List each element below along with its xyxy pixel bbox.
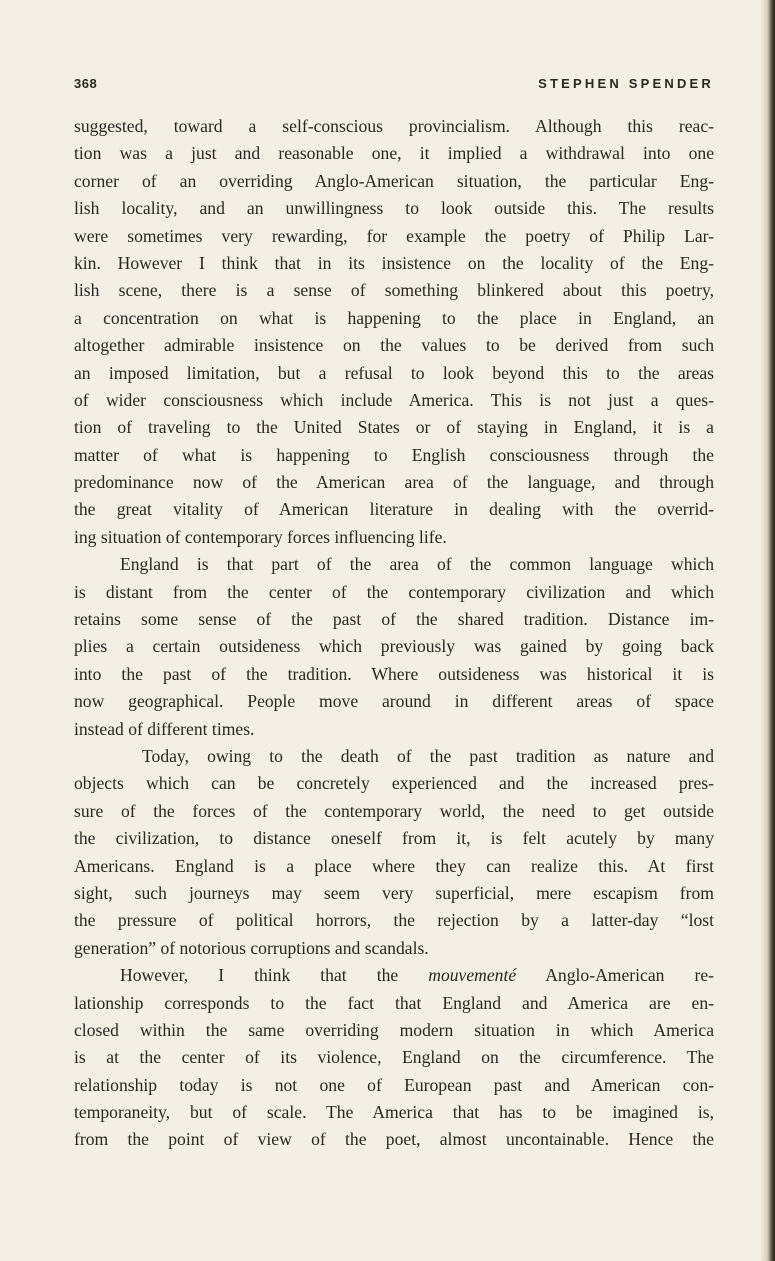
text-line: is at the center of its violence, England on the circumference. The [74,1047,714,1068]
text-line: objects which can be concretely experienced and the increased pres- [74,773,714,794]
text-line: were sometimes very rewarding, for example the poetry of Philip Lar- [74,225,714,246]
page-number: 368 [74,76,98,91]
text-line: relationship today is not one of European past and American con- [74,1074,714,1095]
text-line: lish locality, and an unwillingness to look outside this. The results [74,198,714,219]
text-line: sight, such journeys may seem very superficial, mere escapism from [74,882,714,903]
text-line: plies a certain outsideness which previously was gained by going back [74,636,714,657]
text-line: an imposed limitation, but a refusal to look beyond this to the areas [74,362,714,383]
text-line: corner of an overriding Anglo-American situation, the particular Eng- [74,170,714,191]
text-line: into the past of the tradition. Where outsideness was historical it is [74,663,714,684]
text-run: However, I think that the [120,965,429,986]
text-line: predominance now of the American area of the language, and through [74,472,714,493]
text-line: of wider consciousness which include America. This is not just a ques- [74,389,714,410]
text-line: now geographical. People move around in different areas of space [74,691,714,712]
body-text [74,113,714,1154]
text-line: tion was a just and reasonable one, it implied a withdrawal into one [74,143,714,164]
italic-term: mouvementé [428,965,517,986]
page-edge [761,0,775,1261]
text-line: suggested, toward a self-conscious provincialism. Although this reac- [74,116,714,136]
text-line: the pressure of political horrors, the rejection by a latter-day “lost [74,910,714,931]
text-line: the civilization, to distance oneself from it, is felt acutely by many [74,828,714,849]
text-line-with-italic [74,962,714,989]
text-line: from the point of view of the poet, almost uncontainable. Hence the [74,1129,714,1150]
text-line: retains some sense of the past of the shared tradition. Distance im- [74,609,714,630]
text-line: instead of different times. [74,718,255,739]
text-line: tion of traveling to the United States or of staying in England, it is a [74,417,714,438]
page-header [74,76,714,98]
text-line: temporaneity, but of scale. The America that has to be imagined is, [74,1102,714,1123]
text-line: England is that part of the area of the common language which [120,554,714,575]
running-head: STEPHEN SPENDER [538,76,714,91]
text-line: lish scene, there is a sense of something blinkered about this poetry, [74,280,714,301]
text-line: sure of the forces of the contemporary world, the need to get outside [74,800,714,821]
text-line: ing situation of contemporary forces influencing life. [74,526,447,547]
text-line: the great vitality of American literature in dealing with the overrid- [74,499,714,520]
text-line: a concentration on what is happening to the place in England, an [74,307,714,328]
text-line: generation” of notorious corruptions and scandals. [74,937,429,958]
text-line: closed within the same overriding modern situation in which America [74,1019,714,1040]
text-line: kin. However I think that in its insistence on the locality of the Eng- [74,252,714,273]
text-line: altogether admirable insistence on the values to be derived from such [74,335,714,356]
text-line: matter of what is happening to English consciousness through the [74,444,714,465]
text-line: is distant from the center of the contemporary civilization and which [74,581,714,602]
text-line: Americans. England is a place where they can realize this. At first [74,855,714,876]
text-line: lationship corresponds to the fact that England and America are en- [74,992,714,1013]
text-line: Today, owing to the death of the past tradition as nature and [142,745,714,766]
text-run: Anglo-American re- [516,965,714,986]
